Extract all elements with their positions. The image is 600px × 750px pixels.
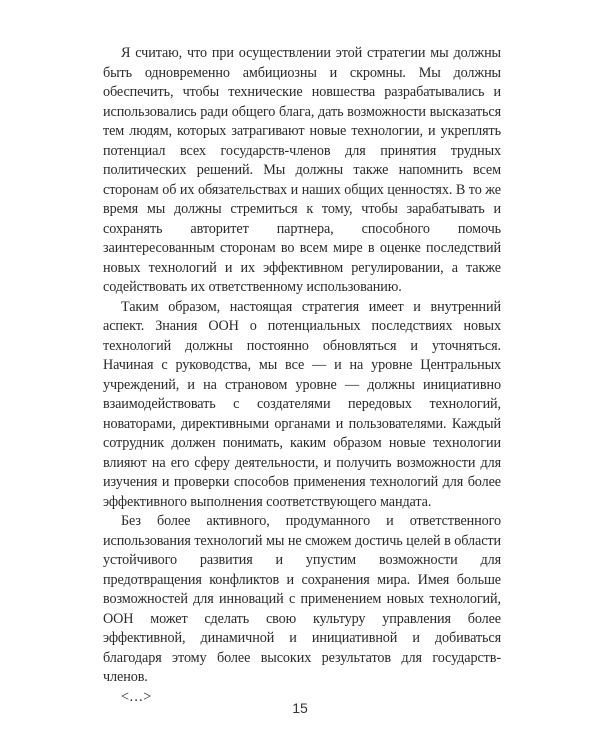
- document-page: [103, 44, 501, 707]
- paragraph-3: Без более активного, продуманного и ответственного использования технологий мы не сможем достичь целей в области устойчивого развития и упустим возможности для предотвращения конфликтов и сохранения мира. Имея больше возможностей для инноваций с применением новых технологий, ООН может сделать свою культуру управления более эффективной, динамичной и инициативной и добиваться благодаря этому более высоких результатов для государств-членов.: [103, 513, 501, 685]
- omission-mark: <…>: [121, 688, 152, 705]
- paragraph-2: Таким образом, настоящая стратегия имеет и внутренний аспект. Знания ООН о потенциальных последствиях новых технологий должны постоянно обновляться и уточняться. Начиная с руководства, мы все — и на уровне Центральных учреждений, и на страновом уровне — должны инициативно взаимодействовать с создателями передовых технологий, новаторами, директивными органами и пользователями. Каждый сотрудник должен понимать, каким образом новые технологии влияют на его сферу деятельности, и получить возможности для изучения и проверки способов применения технологий для более эффективного выполнения соответствующего мандата.: [103, 298, 501, 510]
- paragraph-1: Я считаю, что при осуществлении этой стратегии мы должны быть одновременно амбициозны и скромны. Мы должны обеспечить, чтобы технические новшества разрабатывались и использовались ради общего блага, дать возможности высказаться тем людям, которых затрагивают новые технологии, и укреплять потенциал всех государств-членов для принятия трудных политических решений. Мы должны также напомнить всем сторонам об их обязательствах и наших общих ценностях. В то же время мы должны стремиться к тому, чтобы зарабатывать и сохранять авторитет партнера, способного помочь заинтересованным сторонам во всем мире в оценке последствий новых технологий и их эффективном регулировании, а также содействовать их ответственному использованию.: [103, 45, 501, 295]
- page-number: 15: [292, 700, 308, 716]
